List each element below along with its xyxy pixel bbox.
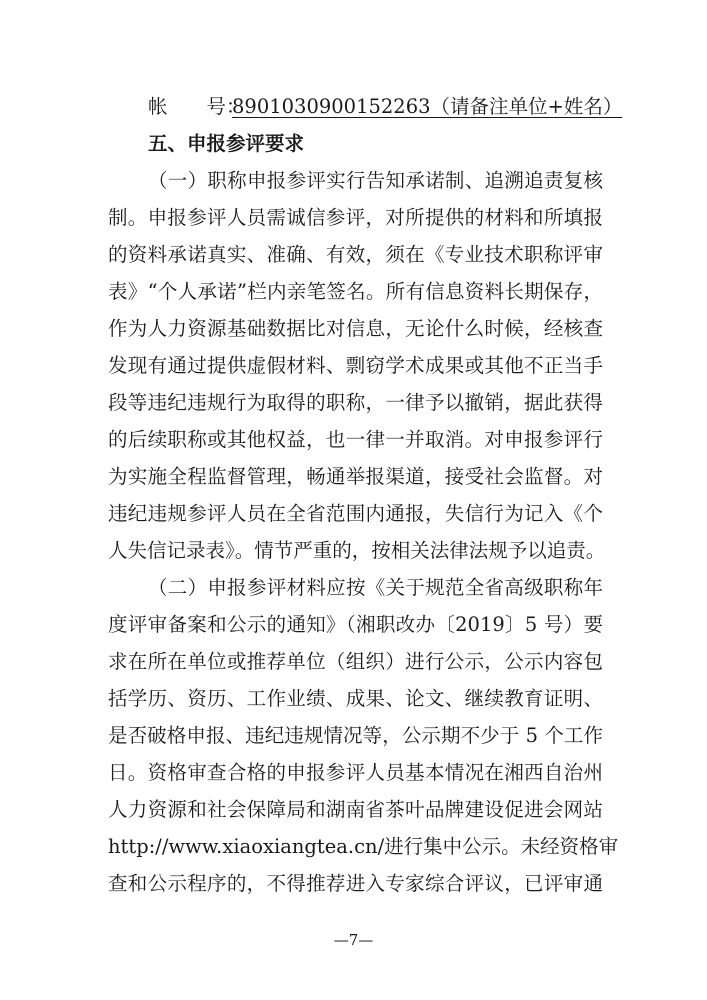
paragraph-1-line-5: 作为人力资源基础数据比对信息，无论什么时候，经核查 — [108, 317, 603, 340]
paragraph-1-line-8: 的后续职称或其他权益，也一律一并取消。对申报参评行 — [108, 428, 603, 451]
paragraph-1-line-9: 为实施全程监督管理，畅通举报渠道，接受社会监督。对 — [108, 465, 603, 488]
paragraph-1-line-11: 人失信记录表》。情节严重的，按相关法律法规予以追责。 — [108, 539, 606, 562]
paragraph-1-line-1: （一）职称申报参评实行告知承诺制、追溯追责复核 — [148, 169, 603, 192]
paragraph-2-line-6: 日。资格审查合格的申报参评人员基本情况在湘西自治州 — [108, 761, 603, 784]
paragraph-2-line-1: （二）申报参评材料应按《关于规范全省高级职称年 — [148, 576, 603, 599]
paragraph-2-line-3: 求在所在单位或推荐单位（组织）进行公示，公示内容包 — [108, 650, 603, 673]
paragraph-1-line-10: 违纪违规参评人员在全省范围内通报，失信行为记入《个 — [108, 502, 603, 525]
paragraph-1-line-6: 发现有通过提供虚假材料、剽窃学术成果或其他不正当手 — [108, 354, 603, 377]
paragraph-2-line-7: 人力资源和社会保障局和湖南省茶叶品牌建设促进会网站 — [108, 798, 603, 821]
paragraph-2-line-4: 括学历、资历、工作业绩、成果、论文、继续教育证明、 — [108, 687, 603, 710]
paragraph-2-line-9: 查和公示程序的，不得推荐进入专家综合评议，已评审通 — [108, 872, 603, 895]
paragraph-1-line-3: 的资料承诺真实、准确、有效，须在《专业技术职称评审 — [108, 243, 603, 266]
paragraph-1-line-7: 段等违纪违规行为取得的职称，一律予以撤销，据此获得 — [108, 391, 603, 414]
paragraph-1-line-2: 制。申报参评人员需诚信参评，对所提供的材料和所填报 — [108, 206, 603, 229]
page-number: —7— — [333, 931, 374, 949]
section-heading: 五、申报参评要求 — [148, 132, 305, 155]
account-label: 帐 号： — [148, 95, 246, 118]
paragraph-2-line-5: 是否破格申报、违纪违规情况等，公示期不少于 5 个工作 — [108, 724, 603, 747]
paragraph-2-line-2: 度评审备案和公示的通知》（湘职改办〔2019〕5 号）要 — [108, 613, 603, 636]
account-number: 8901030900152263（请备注单位+姓名） — [232, 95, 623, 118]
paragraph-1-line-4: 表》“个人承诺”栏内亲笔签名。所有信息资料长期保存， — [108, 280, 603, 303]
paragraph-2-line-8: http://www.xiaoxiangtea.cn/进行集中公示。未经资格审 — [108, 835, 619, 858]
account-line — [148, 94, 622, 120]
